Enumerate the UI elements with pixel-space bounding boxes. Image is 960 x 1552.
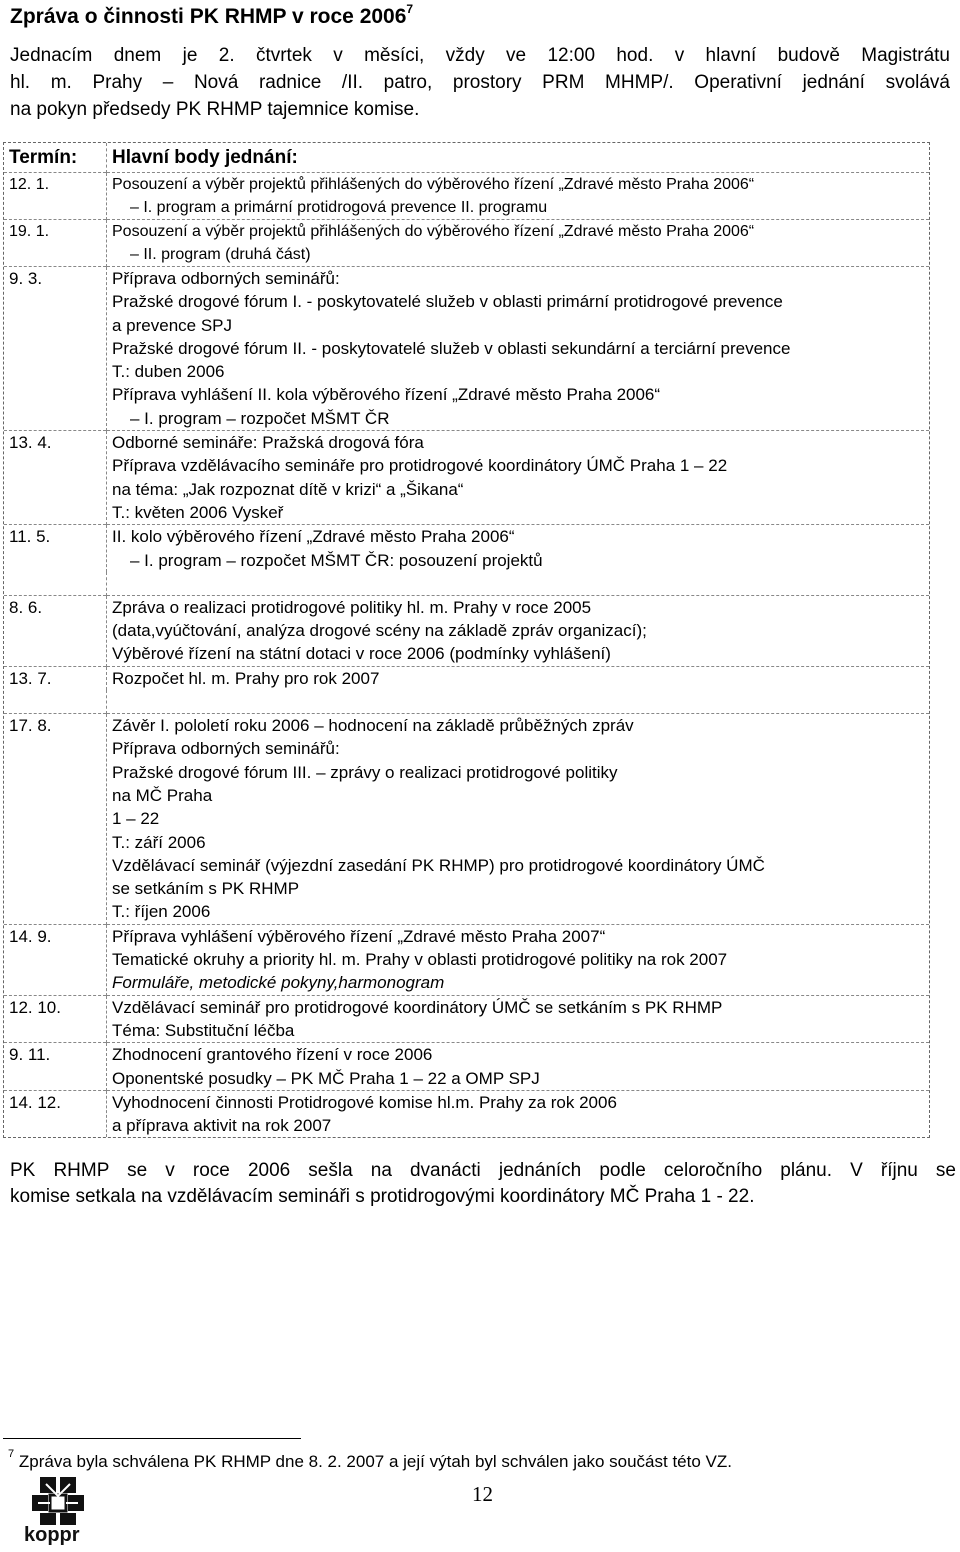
table-row	[4, 525, 929, 572]
title-footnote-ref: 7	[406, 2, 414, 16]
footnote	[8, 1448, 732, 1472]
row-body	[107, 525, 930, 572]
row-line: Posouzení a výběr projektů přihlášených do výběrového řízení „Zdravé město Praha 2006“	[112, 223, 755, 240]
table-row	[4, 714, 929, 925]
row-line: Závěr I. pololetí roku 2006 – hodnocení na základě průběžných zpráv	[112, 716, 634, 736]
spacer-row	[4, 690, 929, 714]
row-line: – I. program – rozpočet MŠMT ČR: posouzení projektů	[130, 550, 543, 570]
row-line: Vzdělávací seminář (výjezdní zasedání PK RHMP) pro protidrogové koordinátory ÚMČ	[112, 855, 765, 875]
row-line: a příprava aktivit na rok 2007	[112, 1116, 332, 1136]
row-line: Tematické okruhy a priority hl. m. Prahy v oblasti protidrogové politiky na rok 2007	[112, 950, 728, 970]
table-row	[4, 595, 929, 666]
row-line: T.: duben 2006	[112, 362, 225, 382]
row-line: Zpráva o realizaci protidrogové politiky hl. m. Prahy v roce 2005	[112, 597, 592, 617]
row-line: (data,vyúčtování, analýza drogové scény na základě zpráv organizací);	[112, 621, 647, 641]
row-line: Pražské drogové fórum I. - poskytovatelé služeb v oblasti primární protidrogové prevence	[112, 292, 783, 312]
row-date: 9. 3.	[4, 267, 107, 431]
summary-paragraph	[10, 1158, 956, 1210]
row-line: Vzdělávací seminář pro protidrogové koordinátory ÚMČ se setkáním s PK RHMP	[112, 997, 723, 1017]
row-line: Oponentské posudky – PK MČ Praha 1 – 22 a OMP SPJ	[112, 1068, 540, 1088]
footnote-text: Zpráva byla schválena PK RHMP dne 8. 2. 2007 a její výtah byl schválen jako součást této VZ.	[18, 1452, 732, 1471]
row-date: 11. 5.	[4, 525, 107, 572]
row-body	[107, 714, 930, 925]
row-line: T.: září 2006	[112, 832, 206, 852]
table-row	[4, 173, 929, 220]
spacer-row	[4, 572, 929, 596]
summary-line-1: PK RHMP se v roce 2006 sešla na dvanácti jednáních podle celoročního plánu. V říjnu se	[10, 1160, 956, 1181]
row-line: Výběrové řízení na státní dotaci v roce 2006 (podmínky vyhlášení)	[112, 644, 611, 664]
row-body	[107, 924, 930, 995]
row-date: 14. 12.	[4, 1090, 107, 1137]
intro-line-2: hl. m. Prahy – Nová radnice /II. patro, prostory PRM MHMP/. Operativní jednání svolává	[10, 72, 950, 93]
col-header-body: Hlavní body jednání:	[112, 147, 298, 168]
row-line: T.: květen 2006 Vyskeř	[112, 502, 284, 522]
row-line: Posouzení a výběr projektů přihlášených do výběrového řízení „Zdravé město Praha 2006“	[112, 176, 755, 193]
row-line: Příprava vyhlášení výběrového řízení „Zdravé město Praha 2007“	[112, 926, 606, 946]
row-body	[107, 431, 930, 525]
row-date: 8. 6.	[4, 595, 107, 666]
row-line: – I. program a primární protidrogová prevence II. programu	[130, 199, 548, 216]
row-line: se setkáním s PK RHMP	[112, 879, 300, 899]
row-date: 9. 11.	[4, 1043, 107, 1091]
footnote-number: 7	[8, 1448, 15, 1460]
table-row	[4, 220, 929, 267]
row-line: T.: říjen 2006	[112, 902, 211, 922]
intro-line-3: na pokyn předsedy PK RHMP tajemnice komise.	[10, 99, 420, 120]
agenda-header-row	[4, 143, 929, 173]
row-date: 12. 1.	[4, 173, 107, 220]
intro-paragraph	[10, 42, 950, 123]
row-line: a prevence SPJ	[112, 315, 233, 335]
page-number: 12	[472, 1482, 493, 1506]
row-line: Příprava vzdělávacího semináře pro protidrogové koordinátory ÚMČ Praha 1 – 22	[112, 456, 728, 476]
row-date: 19. 1.	[4, 220, 107, 267]
logo-text: koppr	[24, 1524, 80, 1546]
summary-line-2: komise setkala na vzdělávacím semináři s protidrogovými koordinátory MČ Praha 1 - 22.	[10, 1186, 755, 1207]
row-line: Zhodnocení grantového řízení v roce 2006	[112, 1045, 433, 1065]
row-body	[107, 595, 930, 666]
row-body	[107, 1043, 930, 1091]
agenda-table	[3, 142, 930, 1138]
row-line: – II. program (druhá část)	[130, 246, 311, 263]
row-date: 12. 10.	[4, 995, 107, 1043]
row-line: Pražské drogové fórum III. – zprávy o realizaci protidrogové politiky	[112, 762, 618, 782]
row-date: 13. 4.	[4, 431, 107, 525]
row-line: Příprava vyhlášení II. kola výběrového řízení „Zdravé město Praha 2006“	[112, 385, 661, 405]
table-row	[4, 1090, 929, 1137]
row-line: Vyhodnocení činnosti Protidrogové komise hl.m. Prahy za rok 2006	[112, 1092, 617, 1112]
row-date: 13. 7.	[4, 666, 107, 690]
row-line-italic: Formuláře, metodické pokyny,harmonogram	[112, 973, 445, 993]
row-line: 1 – 22	[112, 809, 160, 829]
row-line: Pražské drogové fórum II. - poskytovatelé služeb v oblasti sekundární a terciární prevence	[112, 338, 791, 358]
row-line: Téma: Substituční léčba	[112, 1020, 295, 1040]
page-title	[10, 2, 413, 29]
intro-line-1: Jednacím dnem je 2. čtvrtek v měsíci, vždy ve 12:00 hod. v hlavní budově Magistrátu	[10, 45, 950, 66]
table-row	[4, 995, 929, 1043]
row-body	[107, 666, 930, 690]
col-header-date: Termín:	[4, 143, 107, 173]
row-line: – I. program – rozpočet MŠMT ČR	[130, 408, 390, 428]
row-line: II. kolo výběrového řízení „Zdravé město Praha 2006“	[112, 527, 515, 547]
row-body	[107, 1090, 930, 1137]
title-text: Zpráva o činnosti PK RHMP v roce 2006	[10, 5, 407, 28]
row-body	[107, 220, 930, 267]
footnote-divider	[3, 1438, 301, 1439]
row-line: Příprava odborných seminářů:	[112, 269, 340, 288]
table-row	[4, 666, 929, 690]
koppr-logo-icon	[10, 1475, 110, 1547]
table-row	[4, 1043, 929, 1091]
row-line: na MČ Praha	[112, 785, 213, 805]
row-line: na téma: „Jak rozpoznat dítě v krizi“ a „Šikana“	[112, 479, 464, 499]
table-row	[4, 431, 929, 525]
table-row	[4, 267, 929, 431]
row-body	[107, 267, 930, 431]
row-line: Příprava odborných seminářů:	[112, 739, 340, 759]
row-date: 14. 9.	[4, 924, 107, 995]
row-line: Rozpočet hl. m. Prahy pro rok 2007	[112, 668, 380, 688]
row-date: 17. 8.	[4, 714, 107, 925]
row-line: Odborné semináře: Pražská drogová fóra	[112, 433, 424, 453]
row-body	[107, 173, 930, 220]
table-row	[4, 924, 929, 995]
row-body	[107, 995, 930, 1043]
